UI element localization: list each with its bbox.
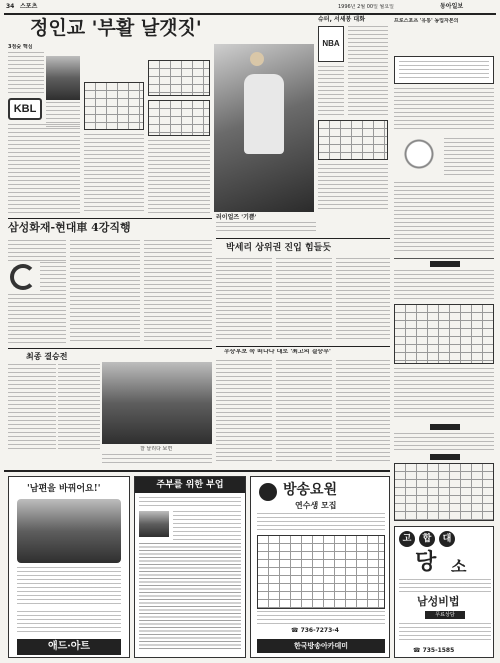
right-ad-big: 당: [415, 549, 437, 575]
broadcast-ad: [250, 476, 390, 658]
lower-headline: 우승후보 속 떠나나 대로 '최고의 결승부': [224, 349, 331, 355]
basket-text-c: [336, 258, 390, 342]
right-column-text-f: [394, 433, 494, 451]
middle-ad: [134, 476, 246, 658]
paper-name: 동아일보: [440, 3, 464, 10]
ad-section-rule: [4, 470, 390, 472]
right-column-text-d: [394, 270, 494, 300]
right-column-text-b: [444, 138, 494, 178]
right-ad-badge: 무료상담: [425, 611, 465, 619]
team-emblem: [10, 264, 36, 290]
team-photo-caption-text: [102, 454, 212, 466]
lower-text-a: [216, 360, 272, 464]
lower-text-b: [276, 360, 332, 464]
left-ad: [8, 476, 130, 658]
right-column-divider: [394, 258, 494, 259]
cartoon-illustration: [398, 138, 440, 178]
sidebar-text-c: [318, 164, 388, 212]
lead-text-col2: [84, 134, 144, 214]
player-portrait-photo: [46, 56, 80, 100]
right-column-text-e: [394, 368, 494, 420]
promo-box-text: [399, 61, 489, 79]
standings-table-1: [148, 60, 210, 96]
third-story-text-b: [58, 364, 100, 452]
broadcast-ad-notes: [257, 611, 385, 625]
middle-ad-copy-b: [139, 543, 241, 649]
second-story-text-d: [144, 240, 212, 344]
left-ad-brand: 애드·아트: [17, 639, 121, 655]
sidebar-text-b: [318, 66, 344, 116]
second-headline: 삼성화재-현대車 4강직행: [8, 221, 131, 234]
right-ad-letter-row: [399, 531, 491, 547]
right-ad-letter-2: 합: [419, 531, 435, 547]
stats-table: [84, 82, 144, 130]
third-headline: 최종 결승전: [26, 351, 68, 361]
third-story-rule: [8, 348, 212, 349]
masthead-rule: [4, 13, 496, 15]
right-column-label-1: [430, 261, 460, 267]
right-ad-letter-3: 대: [439, 531, 455, 547]
lead-text-col1a: [8, 52, 44, 96]
lead-byline: 3점슛 핵심: [8, 44, 33, 50]
second-story-text-a: [40, 262, 66, 292]
sidebar-text-a: [348, 26, 388, 116]
photo-caption-text: [216, 222, 316, 234]
team-celebration-photo: [102, 362, 212, 444]
middle-ad-title: 주부를 위한 부업: [135, 477, 245, 493]
right-column-label-3: [430, 454, 460, 460]
tv-schedule-table: [394, 463, 494, 521]
lower-story-rule: [216, 346, 390, 347]
broadcast-ad-school: 한국방송아카데미: [257, 639, 385, 653]
right-ad-copy-b: [399, 623, 491, 643]
left-ad-copy: [17, 567, 121, 607]
broadcast-ad-title: 방송요원: [283, 482, 338, 498]
basket-story-rule: [216, 238, 390, 239]
right-ad: [394, 526, 494, 658]
player-jersey: [244, 74, 284, 154]
right-column-text-c: [394, 182, 494, 254]
basket-text-a: [216, 258, 272, 342]
left-ad-couple-photo: [17, 499, 121, 563]
lower-text-c: [336, 360, 390, 464]
photo-caption-title: 러이얼즈 '기쁨': [216, 214, 257, 221]
dateline: 1996년 2월 00일 월요일: [338, 4, 395, 10]
bottom-photo-caption: 잘 날리다 보면: [140, 446, 173, 452]
broadcast-ad-phone: ☎ 736-7273-4: [291, 627, 339, 634]
standings-table-2: [148, 100, 210, 136]
broadcast-ad-course-table: [257, 535, 385, 609]
second-story-rule: [8, 218, 212, 219]
middle-ad-photo: [139, 511, 169, 537]
right-column-scores-table: [394, 304, 494, 364]
middle-ad-copy-a: [173, 511, 241, 541]
sidebar-schedule-table: [318, 120, 388, 160]
basketball-ball: [250, 52, 264, 66]
middle-ad-subtitle: [139, 497, 241, 507]
section-name: 스포츠: [20, 3, 38, 10]
basketball-action-photo: [214, 44, 314, 212]
nba-logo-text: NBA: [322, 39, 340, 48]
second-story-lead: [8, 240, 66, 262]
broadcast-ad-logo-icon: [259, 483, 277, 501]
broadcast-ad-intro: [257, 513, 385, 531]
right-ad-letter-1: 고: [399, 531, 415, 547]
right-column-title: 프로스포츠 '유통' 농업자본의: [394, 18, 459, 24]
right-column-text-a: [394, 88, 494, 132]
second-story-text-c: [70, 240, 140, 344]
right-column-promo-box: [394, 56, 494, 84]
page-number: 34: [6, 3, 15, 10]
kbl-logo: [8, 98, 42, 120]
right-ad-copy-a: [399, 579, 491, 593]
right-column-label-2: [430, 424, 460, 430]
right-ad-small: 남성비법: [417, 595, 460, 608]
lead-text-col3: [148, 140, 210, 214]
kbl-logo-text: KBL: [13, 103, 37, 115]
left-ad-headline: '남편을 바꿔어요!': [27, 484, 101, 494]
third-story-text-a: [8, 364, 56, 452]
basket-headline: 박세리 상위권 진입 힘들듯: [226, 243, 332, 253]
left-ad-details: [17, 611, 121, 635]
lead-text-col1c: [8, 124, 80, 214]
right-ad-big2: 소: [451, 557, 467, 576]
second-story-text-b: [8, 294, 66, 344]
nba-logo: [318, 26, 344, 62]
basket-text-b: [276, 258, 332, 342]
sidebar-top-title: 슈터, 서세봉 대화: [318, 16, 366, 23]
lead-headline: 정인교 '부활 날갯짓': [30, 17, 202, 39]
broadcast-ad-subtitle: 연수생 모집: [295, 500, 337, 510]
right-ad-phone: ☎ 735-1585: [413, 647, 455, 654]
